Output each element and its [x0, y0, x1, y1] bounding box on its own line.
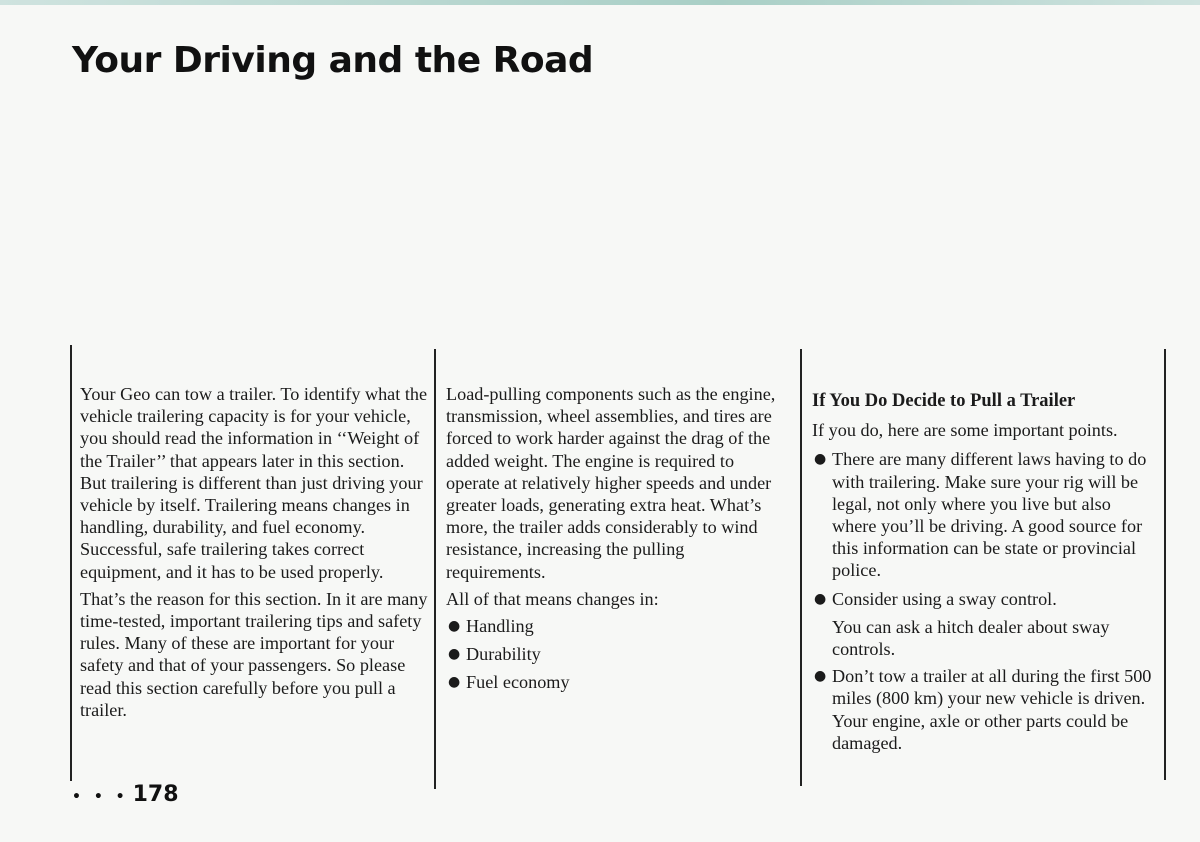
list-item: ● Don’t tow a trailer at all during the first 500 miles (800 km) your new vehicle is driven. Your engine, axle or other parts could be damaged.: [814, 666, 1152, 753]
bullet-icon: ●: [814, 668, 827, 685]
bullet-icon: ●: [814, 451, 827, 468]
points-intro: If you do, here are some important points.: [812, 420, 1118, 441]
column-3: [812, 386, 1158, 760]
bullet-icon: ●: [448, 618, 461, 635]
page-number-value: 178: [132, 782, 179, 807]
page-number: [72, 782, 179, 807]
column-rule-3: [800, 349, 802, 786]
load-pulling-paragraph: Load-pulling components such as the engine, transmission, wheel assemblies, and tires are forced to work harder against the drag of the added weight. The engine is required to operate at relatively higher speeds and under greater loads, generating extra heat. What’s more, the trailer adds considerably to wind resistance, increasing the pulling requirements.: [446, 384, 776, 582]
bullet-icon: ●: [448, 646, 461, 663]
points-list-cont: [812, 665, 1158, 754]
column-2: [446, 383, 788, 700]
list-item: ● Consider using a sway control.: [814, 588, 1057, 609]
list-item: ● Durability: [448, 644, 541, 665]
list-item: ● Handling: [448, 616, 534, 637]
column-1: [80, 383, 428, 726]
list-item: ● There are many different laws having to do with trailering. Make sure your rig will be legal, not only where you live but also where you’ll be driving. A good source for this information can be state or provincial police.: [814, 449, 1147, 581]
section-heading: If You Do Decide to Pull a Trailer: [812, 391, 1076, 411]
column-rule-2: [434, 349, 436, 789]
changes-intro: All of that means changes in:: [446, 588, 659, 609]
page-dots: • • •: [72, 789, 129, 805]
list-item: ● Fuel economy: [448, 672, 570, 693]
bullet-icon: ●: [814, 590, 827, 607]
changes-list: [446, 615, 788, 694]
top-accent-line: [0, 0, 1200, 5]
page-title: Your Driving and the Road: [72, 40, 594, 81]
column-rule-right: [1164, 349, 1166, 780]
column-rule-left: [70, 345, 72, 781]
sway-control-note: You can ask a hitch dealer about sway controls.: [832, 616, 1110, 660]
points-list: [812, 448, 1158, 609]
reason-paragraph: That’s the reason for this section. In it are many time-tested, important trailering tips and safety rules. Many of these are important for your safety and that of your passengers. So please read this section carefully before you pull a trailer.: [80, 588, 428, 720]
intro-paragraph: Your Geo can tow a trailer. To identify what the vehicle trailering capacity is for your vehicle, you should read the information in ‘‘Weight of the Trailer’’ that appears later in this section. But trailering is different than just driving your vehicle by itself. Trailering means changes in handling, durability, and fuel economy. Successful, safe trailering takes correct equipment, and it has to be used properly.: [80, 384, 428, 582]
bullet-icon: ●: [448, 674, 461, 691]
